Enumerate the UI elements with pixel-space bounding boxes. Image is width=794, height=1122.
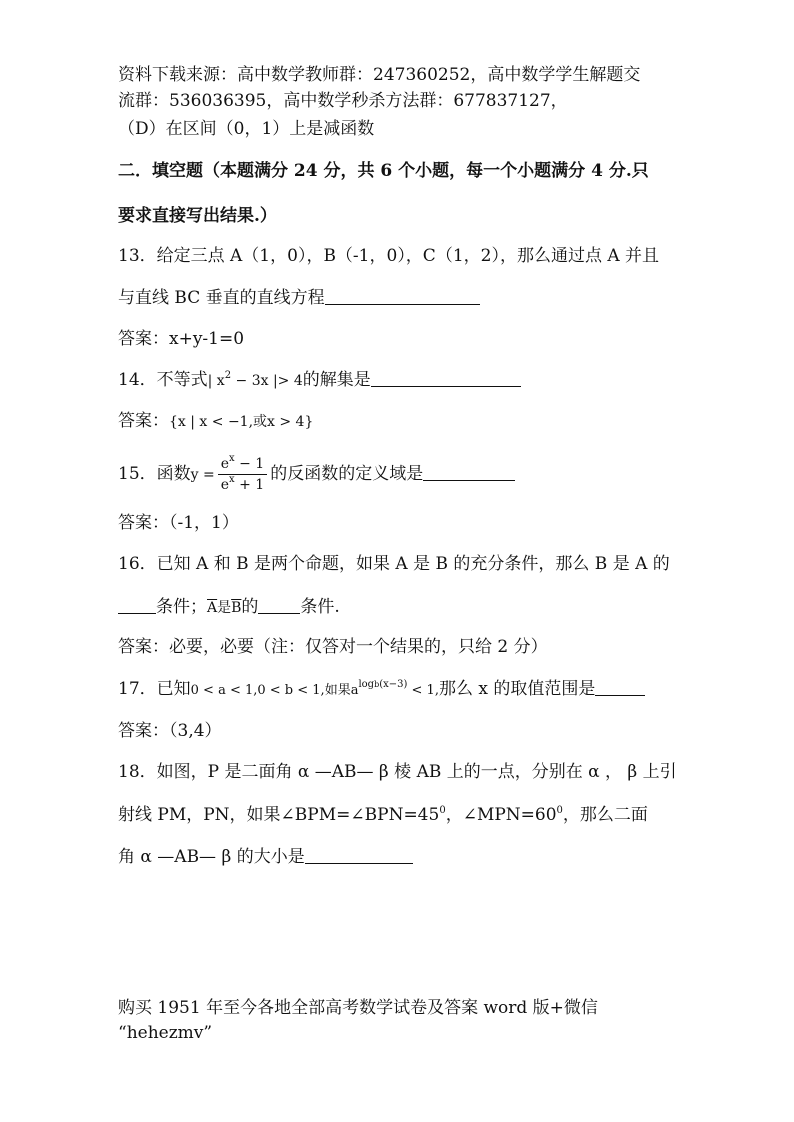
footer-line-2: “hehezmv” (118, 1023, 213, 1043)
q14-math-exp: 2 (224, 370, 232, 381)
q17-answer: 答案：（3,4） (118, 721, 222, 741)
q17-prefix: 17．已知 (118, 679, 191, 699)
footer-line-1: 购买 1951 年至今各地全部高考数学试卷及答案 word 版+微信 (118, 998, 598, 1018)
q14-answer-label: 答案： (118, 411, 169, 431)
q16-answer: 答案：必要，必要（注：仅答对一个结果的，只给 2 分） (118, 637, 548, 657)
q15-answer-blank (423, 464, 515, 481)
q16-is: 是 (217, 600, 232, 616)
q18-text-b: ，∠MPN=60 (445, 805, 557, 825)
q13-line-1: 13．给定三点 A（1，0），B（-1，0），C（1，2），那么通过点 A 并且 (118, 246, 660, 266)
q17-answer-blank (595, 679, 645, 696)
q15-num-rest: − 1 (234, 456, 265, 472)
q18-text-a: 射线 PM，PN，如果∠BPM=∠BPN=45 (118, 805, 440, 825)
q15-fraction (218, 454, 267, 495)
q14-suffix: 的解集是 (302, 370, 371, 390)
q15-suffix: 的反函数的定义域是 (270, 464, 424, 484)
q17-exp-rest: (x−3) (379, 679, 408, 690)
q17-math-a: 0 < a < 1,0 < b < 1,如果a (190, 683, 359, 698)
q15-answer: 答案：（-1，1） (118, 513, 239, 533)
previous-option-d: （D）在区间（0，1）上是减函数 (118, 119, 375, 139)
q15-numerator (218, 454, 267, 475)
q14-math-b: − 3x |> 4 (231, 373, 303, 389)
q14-line (118, 369, 521, 392)
q18-degree-1: 0 (439, 805, 446, 816)
q18-degree-2: 0 (556, 805, 563, 816)
q15-den-exp: x (229, 474, 235, 485)
q14-math-a: | x (207, 373, 225, 389)
q17-suffix: 那么 x 的取值范围是 (438, 679, 596, 699)
q16-line-2 (118, 596, 340, 619)
q16-text-a: 条件； (156, 597, 207, 617)
q15-num-exp: x (229, 453, 235, 464)
header-line-2: 流群：536036395，高中数学秒杀方法群：677837127， (118, 91, 568, 111)
q16-of: 的 (241, 597, 259, 617)
q18-answer-blank (305, 847, 413, 864)
q18-text: 角 α —AB— β 的大小是 (118, 847, 305, 867)
q15-y-eq: y = (190, 467, 215, 483)
q13-answer-blank (325, 288, 480, 305)
q18-line-2 (118, 804, 648, 826)
q15-num-base: e (220, 456, 230, 472)
q17-math-exp (358, 679, 407, 690)
q15-line (118, 452, 515, 497)
q15-den-base: e (220, 477, 230, 493)
q14-answer-math: {x | x < −1,或x > 4} (169, 414, 314, 430)
q13-answer: 答案：x+y-1=0 (118, 329, 245, 349)
q16-blank-1 (118, 597, 156, 614)
header-line-1: 资料下载来源：高中数学教师群：247360252，高中数学学生解题交 (118, 65, 641, 85)
q13-line-2 (118, 287, 480, 309)
q15-prefix: 15．函数 (118, 464, 191, 484)
q15-denominator (218, 475, 267, 495)
q14-math (207, 370, 303, 389)
q16-blank-2 (258, 597, 300, 614)
q17-math (190, 679, 439, 698)
section-title-line-1: 二．填空题（本题满分 24 分，共 6 个小题，每一个小题满分 4 分.只 (118, 161, 649, 181)
q17-math-b: < 1, (407, 683, 439, 698)
q18-line-1: 18．如图，P 是二面角 α —AB— β 棱 AB 上的一点，分别在 α ， β 上引 (118, 762, 677, 782)
q14-answer (118, 410, 313, 433)
q18-text-c: ，那么二面 (562, 805, 648, 825)
q17-exp-log: log (358, 679, 375, 690)
q16-not-a: $\overline{A}$ (207, 600, 218, 616)
q16-line-1: 16．已知 A 和 B 是两个命题，如果 A 是 B 的充分条件，那么 B 是 A 的 (118, 554, 670, 574)
q17-line (118, 678, 645, 702)
q15-den-rest: + 1 (234, 477, 265, 493)
q16-text-b: 条件. (300, 597, 340, 617)
section-title-line-2: 要求直接写出结果.） (118, 206, 277, 226)
q14-answer-blank (371, 370, 521, 387)
q18-line-3 (118, 846, 413, 868)
q16-not-b: $\overline{B}$ (231, 600, 242, 616)
q17-exp-sub: b (374, 680, 380, 689)
q13-text: 与直线 BC 垂直的直线方程 (118, 288, 325, 308)
q14-prefix: 14．不等式 (118, 370, 208, 390)
